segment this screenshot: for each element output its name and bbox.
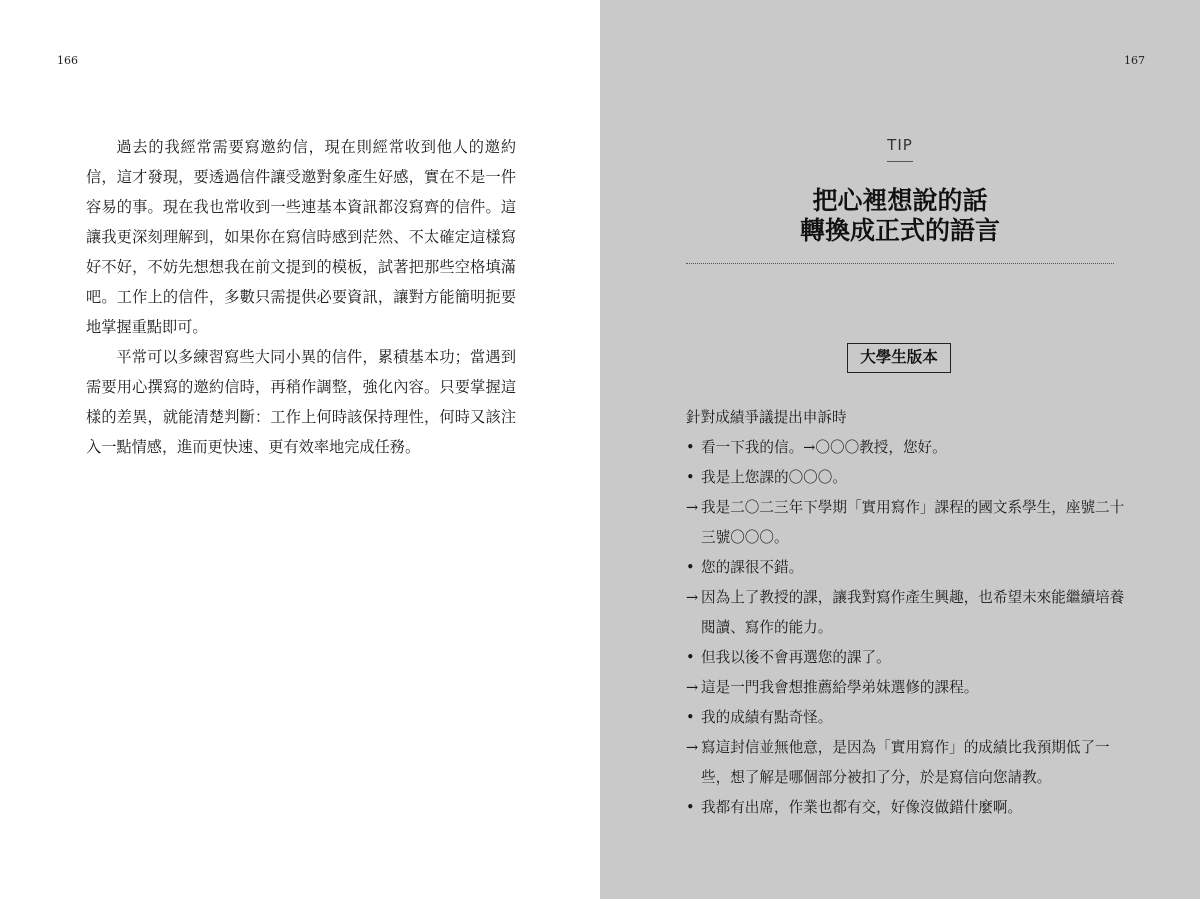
original-sentence: 我都有出席，作業也都有交，好像沒做錯什麼啊。 — [701, 799, 1023, 816]
tip-underline — [887, 161, 913, 162]
list-item — [686, 703, 1126, 733]
dotted-divider — [686, 263, 1114, 264]
example-items — [686, 433, 1126, 823]
bullet-icon: • — [686, 559, 695, 576]
tip-label: TIP — [887, 136, 913, 154]
right-page — [600, 0, 1200, 899]
list-item — [686, 583, 1126, 643]
page-number-left: 166 — [57, 54, 78, 67]
tip-header — [600, 136, 1200, 162]
example-intro: 針對成績爭議提出申訴時 — [686, 409, 847, 426]
body-text — [86, 132, 516, 462]
list-item — [686, 733, 1126, 793]
bullet-icon: • — [686, 439, 695, 456]
arrow-icon: → — [686, 589, 699, 606]
original-sentence: 我的成績有點奇怪。 — [701, 709, 833, 726]
bullet-icon: • — [686, 649, 695, 666]
version-label-box: 大學生版本 — [847, 343, 951, 373]
tip-title — [600, 186, 1200, 246]
original-sentence: 但我以後不會再選您的課了。 — [701, 649, 891, 666]
arrow-icon: → — [686, 679, 699, 696]
rewritten-sentence: 這是一門我會想推薦給學弟妹選修的課程。 — [701, 679, 979, 696]
original-sentence: 看一下我的信。→〇〇〇教授，您好。 — [701, 439, 947, 456]
rewritten-sentence: 我是二〇二三年下學期「實用寫作」課程的國文系學生，座號二十三號〇〇〇。 — [701, 499, 1125, 546]
rewritten-sentence: 因為上了教授的課，讓我對寫作產生興趣，也希望未來能繼續培養閱讀、寫作的能力。 — [701, 589, 1125, 636]
example-list — [686, 403, 1126, 823]
list-item — [686, 553, 1126, 583]
paragraph-1: 過去的我經常需要寫邀約信，現在則經常收到他人的邀約信，這才發現，要透過信件讓受邀對象產生好感，實在不是一件容易的事。現在我也常收到一些連基本資訊都沒寫齊的信件。這讓我更深刻理解到，如果你在寫信時感到茫然、不太確定這樣寫好不好，不妨先想想我在前文提到的模板，試著把那些空格填滿吧。工作上的信件，多數只需提供必要資訊，讓對方能簡明扼要地掌握重點即可。 — [86, 138, 516, 336]
bullet-icon: • — [686, 799, 695, 816]
list-item — [686, 463, 1126, 493]
tip-title-line-2: 轉換成正式的語言 — [799, 216, 1000, 245]
paragraph-2: 平常可以多練習寫些大同小異的信件，累積基本功；當遇到需要用心撰寫的邀約信時，再稍作調整，強化內容。只要掌握這樣的差異，就能清楚判斷：工作上何時該保持理性，何時又該注入一點情感，進而更快速、更有效率地完成任務。 — [86, 348, 516, 456]
list-item — [686, 793, 1126, 823]
list-item — [686, 493, 1126, 553]
bullet-icon: • — [686, 469, 695, 486]
bullet-icon: • — [686, 709, 695, 726]
list-item — [686, 433, 1126, 463]
list-item — [686, 673, 1126, 703]
page-number-right: 167 — [1124, 54, 1145, 67]
arrow-icon: → — [686, 499, 699, 516]
rewritten-sentence: 寫這封信並無他意，是因為「實用寫作」的成績比我預期低了一些，想了解是哪個部分被扣了分，於是寫信向您請教。 — [701, 739, 1110, 786]
original-sentence: 您的課很不錯。 — [701, 559, 804, 576]
list-item — [686, 643, 1126, 673]
tip-title-line-1: 把心裡想說的話 — [812, 186, 988, 215]
arrow-icon: → — [686, 739, 699, 756]
original-sentence: 我是上您課的〇〇〇。 — [701, 469, 847, 486]
